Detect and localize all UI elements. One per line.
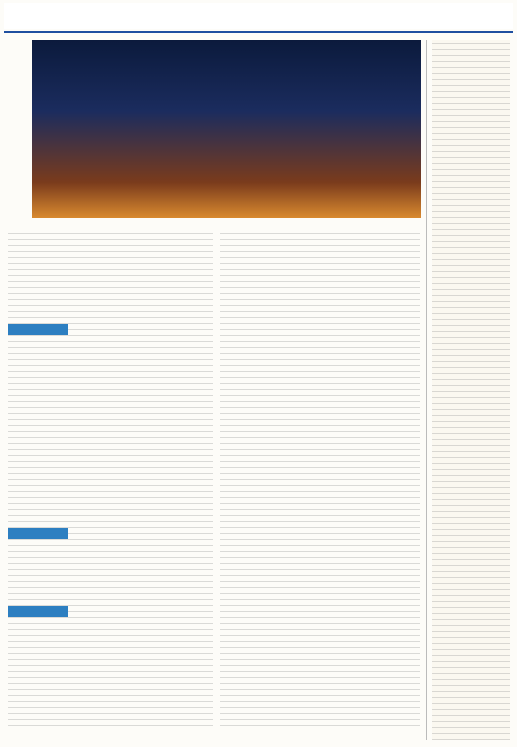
section-tag	[8, 528, 68, 539]
section-tag	[8, 606, 68, 617]
left-column	[8, 230, 213, 730]
middle-column	[220, 230, 420, 730]
hero-photo	[32, 40, 421, 218]
right-sidebar	[432, 40, 510, 740]
header-rule	[4, 31, 513, 33]
column-divider	[426, 40, 427, 740]
masthead	[4, 3, 513, 29]
section-tag	[8, 324, 68, 335]
